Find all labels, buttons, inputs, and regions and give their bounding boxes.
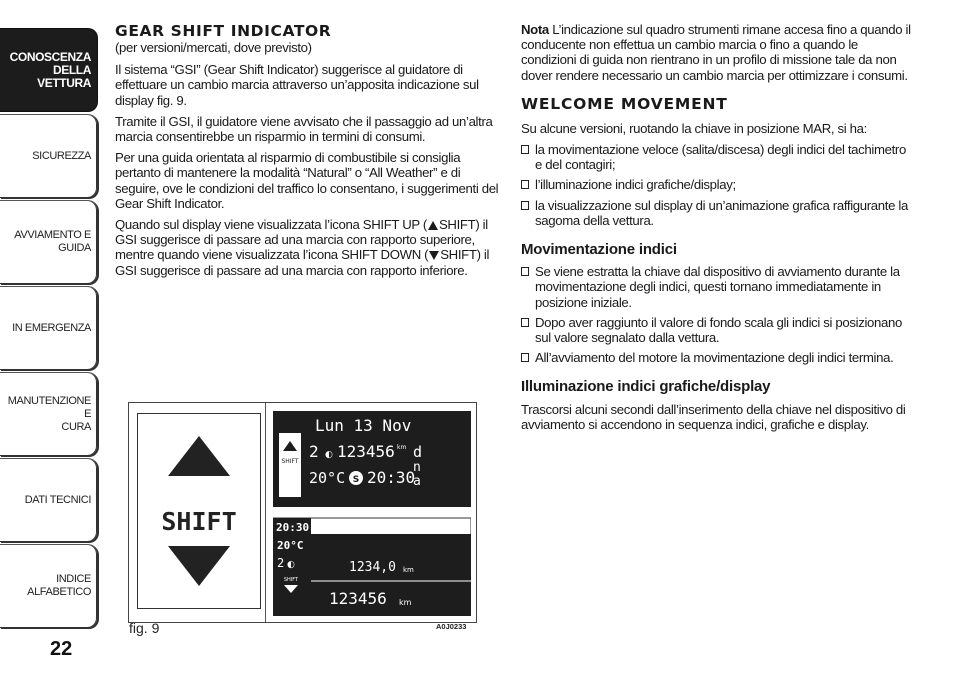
tab-indice[interactable]: INDICE ALFABETICO — [0, 544, 98, 628]
lcd-mode-a: a — [413, 474, 421, 489]
tab-avviamento[interactable]: AVVIAMENTO E GUIDA — [0, 200, 98, 284]
shift-up-arrow-icon — [168, 436, 230, 476]
shift-indicator-panel — [137, 413, 261, 609]
lcd2-gear: 2 — [277, 556, 285, 570]
dashboard-displays — [273, 411, 471, 616]
figure-code: A0J0233 — [436, 622, 467, 631]
section-title-gsi: GEAR SHIFT INDICATOR — [115, 22, 332, 40]
lcd2-shift-text: SHIFT — [283, 577, 299, 583]
paragraph-shift-icons: Quando sul display viene visualizzata l’icona SHIFT UP ( SHIFT) il GSI suggerisce di passare ad una marcia con rapporto superiore, mentre quando viene visualizzata l’icona SHIFT DOWN ( SHIFT) il GSI suggerisce di passare ad una marcia con rapporto inferiore. — [115, 217, 490, 278]
section-title-welcome: WELCOME MOVEMENT — [521, 94, 728, 113]
lcd2-odometer: 123456 — [329, 589, 387, 608]
shift-indicator-graphic — [138, 414, 260, 608]
tab-emergenza[interactable]: IN EMERGENZA — [0, 286, 98, 370]
right-column — [521, 22, 916, 438]
subsection-title-illuminazione: Illuminazione indici grafiche/display — [521, 378, 771, 396]
gsi-shift-text: SHIFT — [281, 458, 299, 465]
list-item: All’avviamento del motore la movimentazione degli indici termina. — [521, 350, 916, 365]
lcd-odometer: 123456 — [337, 442, 395, 461]
illuminazione-text: Trascorsi alcuni secondi dall’inserimento della chiave nel dispositivo di avviamento si accendono in sequenza indici, grafiche e display. — [521, 401, 906, 432]
lcd-gear: 2 — [309, 442, 319, 461]
figure-divider — [265, 403, 266, 622]
paragraph: Tramite il GSI, il guidatore viene avvisato che il passaggio ad un’altra marcia consentirebbe un risparmio in termini di consumi. — [115, 113, 493, 145]
lcd-mode-n: n — [413, 460, 421, 475]
lcd2-temperature: 20°C — [277, 539, 304, 552]
paragraph: Per una guida orientata al risparmio di combustibile si consiglia pertanto di mantenere la modalità “Natural” o “All Weather” e di seguire, ove le condizioni del traffico lo consentano, i suggerimenti del Gear Shift Indicator. — [115, 150, 499, 211]
shift-down-icon — [429, 251, 439, 260]
lcd-beam-icon: ◐ — [325, 450, 333, 460]
shift-label: SHIFT — [161, 507, 237, 536]
shift-up-icon — [428, 221, 438, 230]
lcd2-odo-unit: km — [399, 598, 412, 607]
lcd-date: Lun 13 Nov — [315, 416, 412, 435]
note-label: Nota — [521, 22, 549, 37]
figure-9 — [128, 402, 477, 623]
tab-dati-tecnici[interactable]: DATI TECNICI — [0, 458, 98, 542]
lcd2-trip-unit: km — [403, 566, 414, 574]
list-item: Se viene estratta la chiave dal dispositivo di avviamento durante la movimentazione degli indici, questi tornano immediatamente in posizione iniziale. — [521, 264, 916, 310]
lcd-odo-unit: km — [397, 444, 407, 451]
subsection-title-movimentazione: Movimentazione indici — [521, 241, 677, 259]
svg-text:S: S — [352, 475, 360, 485]
tab-manutenzione[interactable]: MANUTENZIONE E CURA — [0, 372, 98, 456]
note-paragraph: Nota L’indicazione sul quadro strumenti rimane accesa fino a quando il conducente non effettua un cambio marcia o fino a quando le condizioni di guida non rientrano in un profilo di missione tale da non dover rendere necessario un cambio marcia per ottimizzare i consumi. — [521, 22, 911, 83]
lcd2-beam-icon: ◐ — [287, 560, 295, 570]
section-subtitle: (per versioni/mercati, dove previsto) — [115, 40, 312, 55]
lcd-mode-d: d — [413, 443, 423, 461]
paragraph: Il sistema “GSI” (Gear Shift Indicator) suggerisce al guidatore di effettuare un cambio marcia attraverso un’apposita indicazione sul display fig. 9. — [115, 62, 479, 108]
left-column — [115, 22, 500, 284]
movimentazione-list — [521, 264, 916, 365]
lcd-temperature: 20°C — [309, 469, 346, 487]
list-item: la movimentazione veloce (salita/discesa) degli indici del tachimetro e del contagiri; — [521, 142, 916, 172]
list-item: Dopo aver raggiunto il valore di fondo scala gli indici si posizionano sul valore segnalato dalla vettura. — [521, 315, 916, 345]
lcd2-clock: 20:30 — [276, 521, 310, 534]
lcd2-trip: 1234,0 — [349, 560, 396, 575]
page-number: 22 — [50, 638, 73, 660]
figure-caption: fig. 9 — [129, 620, 160, 636]
welcome-intro: Su alcune versioni, ruotando la chiave in posizione MAR, si ha: — [521, 120, 867, 136]
list-item: la visualizzazione sul display di un’animazione grafica raffigurante la sagoma della vettura. — [521, 198, 916, 228]
welcome-list — [521, 142, 916, 228]
lcd-clock: 20:30 — [367, 468, 416, 487]
tab-sicurezza[interactable]: SICUREZZA — [0, 114, 98, 198]
shift-down-arrow-icon — [168, 546, 230, 586]
tab-conoscenza[interactable]: CONOSCENZA DELLA VETTURA — [0, 28, 98, 112]
list-item: l’illuminazione indici grafiche/display; — [521, 177, 916, 192]
